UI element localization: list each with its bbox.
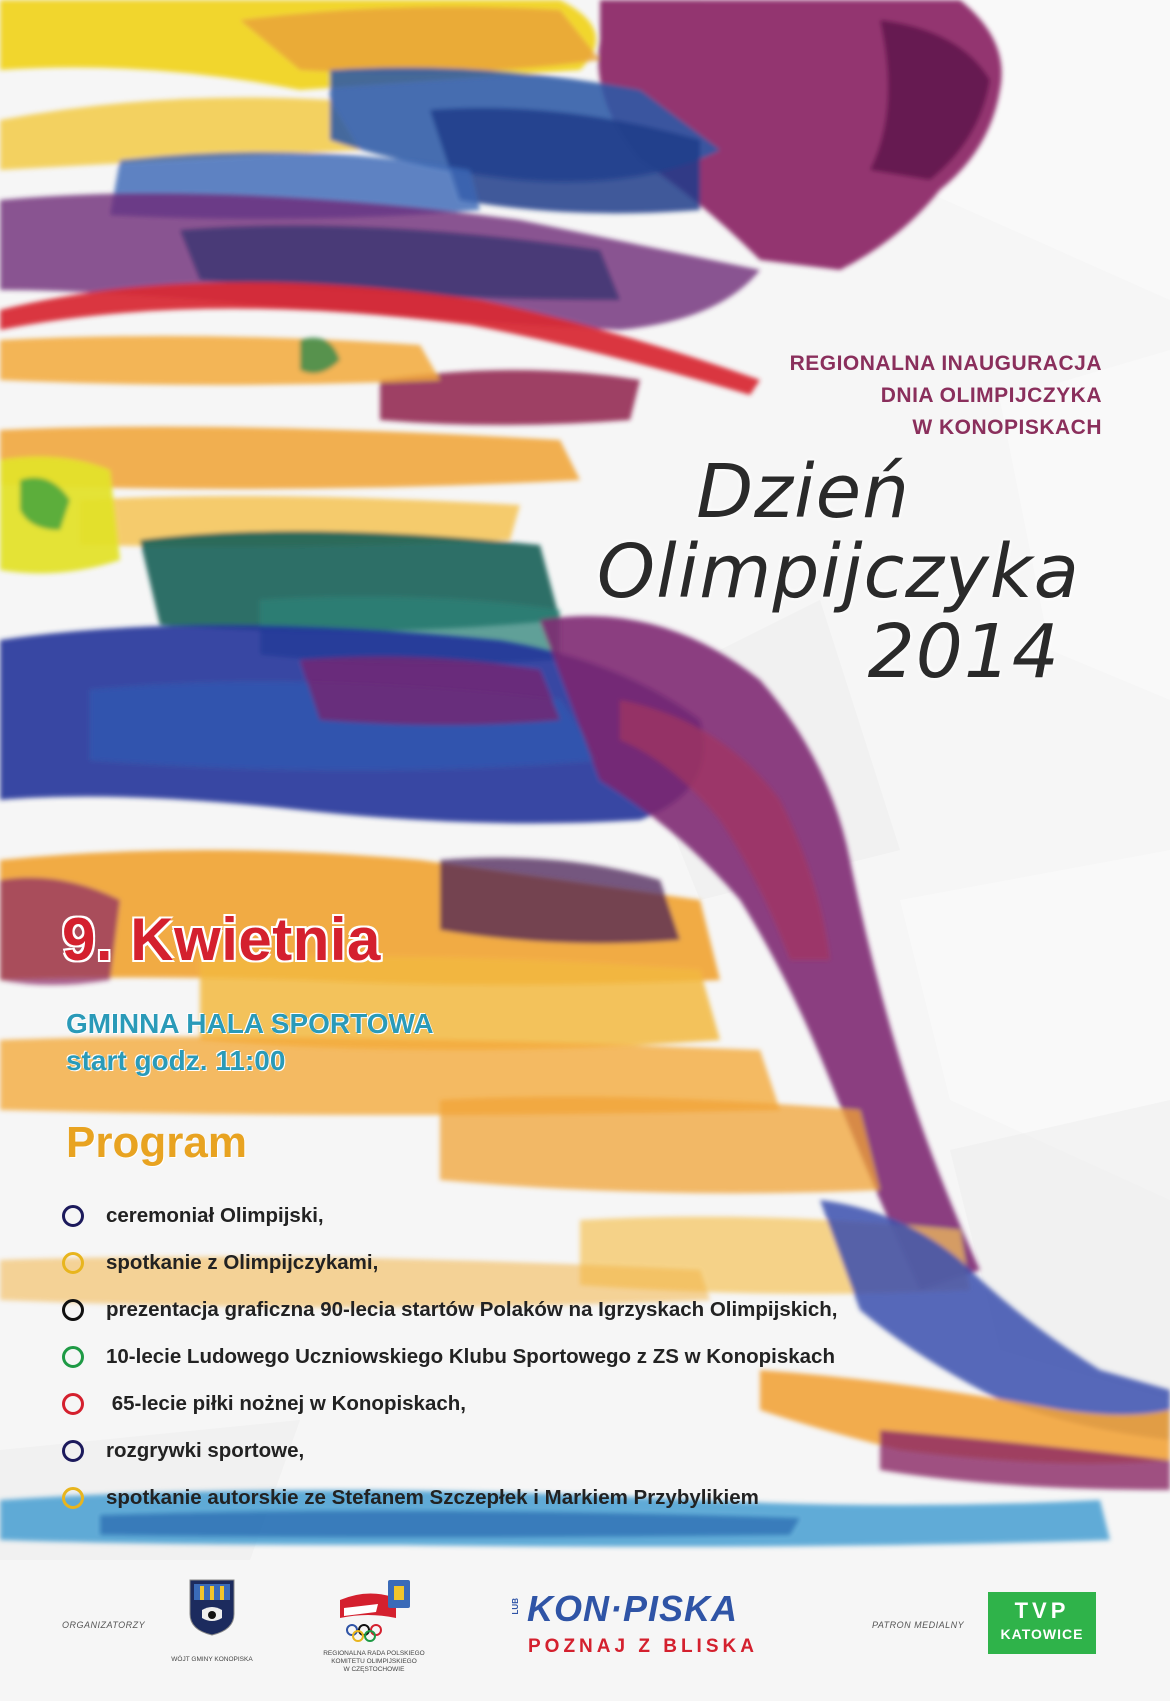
ring-bullet-icon bbox=[62, 1346, 84, 1368]
program-item bbox=[62, 1192, 1102, 1239]
pkol-caption-line-1: REGIONALNA RADA POLSKIEGO bbox=[323, 1650, 425, 1657]
pkol-caption-line-2: KOMITETU OLIMPIJSKIEGO bbox=[331, 1658, 417, 1665]
organizers-label: ORGANIZATORZY bbox=[62, 1620, 146, 1630]
wojt-caption: WÓJT GMINY KONOPISKA bbox=[171, 1656, 253, 1663]
program-item-text: spotkanie autorskie ze Stefanem Szczepłek i Markiem Przybylikiem bbox=[106, 1485, 759, 1509]
tvp-region-text: KATOWICE bbox=[1000, 1626, 1084, 1642]
title-line-3: 2014 bbox=[867, 609, 1060, 695]
pkol-caption-line-3: W CZĘSTOCHOWIE bbox=[343, 1666, 405, 1673]
program-item-text: ceremoniał Olimpijski, bbox=[106, 1203, 324, 1227]
pkol-caption bbox=[318, 1650, 430, 1674]
ring-bullet-icon bbox=[62, 1299, 84, 1321]
program-item-text: prezentacja graficzna 90-lecia startów Polaków na Igrzyskach Olimpijskich, bbox=[106, 1297, 838, 1321]
event-title bbox=[596, 449, 1080, 695]
ring-bullet-icon bbox=[62, 1252, 84, 1274]
event-subtitle bbox=[790, 348, 1102, 444]
tvp-katowice-logo bbox=[988, 1592, 1096, 1654]
program-item bbox=[62, 1286, 1102, 1333]
media-patron-label: PATRON MEDIALNY bbox=[872, 1620, 965, 1630]
event-venue-block bbox=[66, 1005, 434, 1079]
program-item-text: rozgrywki sportowe, bbox=[106, 1438, 305, 1462]
konopiska-crest-icon bbox=[188, 1578, 236, 1636]
title-line-1: Dzień bbox=[696, 449, 910, 535]
konopiska-logo: KON·PISKA bbox=[527, 1588, 739, 1629]
program-item-text: 65-lecie piłki nożnej w Konopiskach, bbox=[106, 1391, 466, 1415]
olympic-committee-logo-icon bbox=[338, 1578, 414, 1648]
event-date: 9. Kwietnia bbox=[62, 906, 381, 973]
program-item bbox=[62, 1239, 1102, 1286]
subtitle-line-1: REGIONALNA INAUGURACJA bbox=[789, 352, 1102, 375]
ring-bullet-icon bbox=[62, 1440, 84, 1462]
subtitle-line-2: DNIA OLIMPIJCZYKA bbox=[880, 384, 1102, 407]
ring-bullet-icon bbox=[62, 1487, 84, 1509]
program-item bbox=[62, 1380, 1102, 1427]
program-item bbox=[62, 1427, 1102, 1474]
subtitle-line-3: W KONOPISKACH bbox=[912, 416, 1102, 439]
program-item bbox=[62, 1474, 1102, 1521]
ring-bullet-icon bbox=[62, 1393, 84, 1415]
konopiska-slogan: POZNAJ Z BLISKA bbox=[528, 1636, 758, 1657]
program-list bbox=[62, 1192, 1102, 1521]
event-venue: GMINNA HALA SPORTOWA bbox=[66, 1008, 434, 1039]
program-item-text: spotkanie z Olimpijczykami, bbox=[106, 1250, 379, 1274]
title-line-2: Olimpijczyka bbox=[596, 529, 1080, 615]
event-start-time: start godz. 11:00 bbox=[66, 1045, 286, 1076]
program-item bbox=[62, 1333, 1102, 1380]
program-heading: Program bbox=[66, 1118, 247, 1167]
tvp-logo-text: TVP bbox=[1014, 1598, 1070, 1623]
ring-bullet-icon bbox=[62, 1205, 84, 1227]
kon-logo-prefix: LUB bbox=[511, 1598, 520, 1615]
program-item-text: 10-lecie Ludowego Uczniowskiego Klubu Sportowego z ZS w Konopiskach bbox=[106, 1344, 835, 1368]
